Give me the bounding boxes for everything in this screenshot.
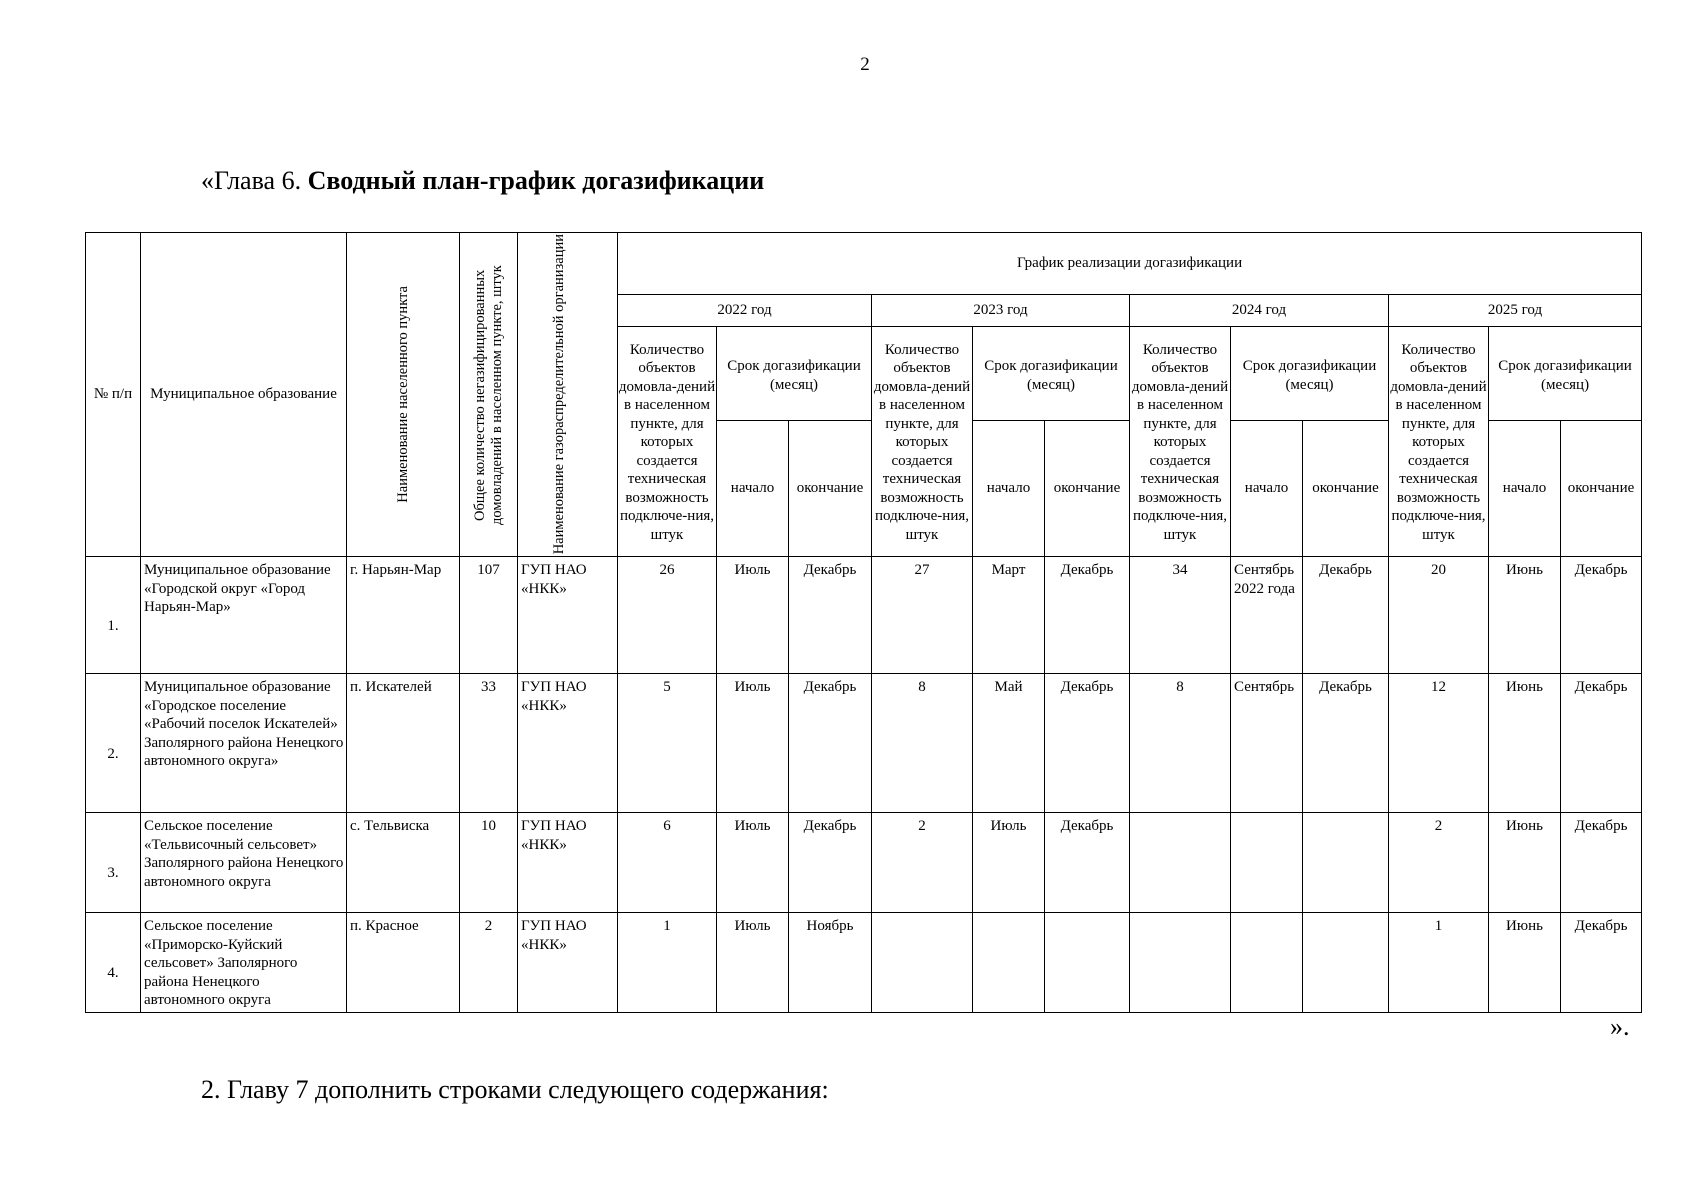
row-start-2023: Март [973,557,1045,674]
header-row-1 [86,233,1642,295]
row-end-2023: Декабрь [1045,813,1130,913]
row-count-2023: 27 [872,557,973,674]
row-count-2024: 34 [1130,557,1231,674]
row-start-2024: Сентябрь 2022 года [1231,557,1303,674]
table-row [86,913,1642,1013]
page-number: 2 [860,54,870,75]
header-start: начало [1489,421,1561,557]
row-org: ГУП НАО «НКК» [518,557,618,674]
row-count-2022: 5 [618,674,717,813]
row-start-2022: Июль [717,557,789,674]
row-num: 1. [86,557,141,674]
header-year-2023: 2023 год [872,295,1130,327]
row-org: ГУП НАО «НКК» [518,813,618,913]
header-term: Срок догазификации (месяц) [717,327,872,421]
row-count-2023: 8 [872,674,973,813]
row-total: 33 [460,674,518,813]
row-count-2023 [872,913,973,1013]
row-start-2025: Июнь [1489,674,1561,813]
row-end-2022: Декабрь [789,813,872,913]
header-year-2025: 2025 год [1389,295,1642,327]
row-start-2023: Май [973,674,1045,813]
chapter-heading [201,166,764,196]
row-start-2025: Июнь [1489,557,1561,674]
row-end-2023: Декабрь [1045,557,1130,674]
row-start-2022: Июль [717,674,789,813]
header-start: начало [1231,421,1303,557]
row-settlement: г. Нарьян-Мар [347,557,460,674]
row-end-2024: Декабрь [1303,557,1389,674]
row-count-2025: 1 [1389,913,1489,1013]
row-org: ГУП НАО «НКК» [518,913,618,1013]
header-end: окончание [1303,421,1389,557]
header-end: окончание [1561,421,1642,557]
row-count-2022: 26 [618,557,717,674]
header-year-2022: 2022 год [618,295,872,327]
header-org: Наименование газораспределительной организации [518,233,618,557]
row-municipality: Сельское поселение «Приморско-Куйский сельсовет» Заполярного района Ненецкого автономного округа [141,913,347,1013]
header-count: Количество объектов домовла-дений в населенном пункте, для которых создается техническая возможность подключе-ния, штук [1130,327,1231,557]
header-term: Срок догазификации (месяц) [973,327,1130,421]
header-municipality: Муниципальное образование [141,233,347,557]
heading-title: Сводный план-график догазификации [307,166,765,195]
row-count-2024: 8 [1130,674,1231,813]
row-count-2022: 6 [618,813,717,913]
row-end-2023: Декабрь [1045,674,1130,813]
row-start-2023: Июль [973,813,1045,913]
row-start-2024 [1231,813,1303,913]
row-municipality: Муниципальное образование «Городское поселение «Рабочий поселок Искателей» Заполярного района Ненецкого автономного округа» [141,674,347,813]
row-count-2024 [1130,813,1231,913]
header-count: Количество объектов домовла-дений в населенном пункте, для которых создается техническая возможность подключе-ния, штук [1389,327,1489,557]
row-count-2024 [1130,913,1231,1013]
header-term: Срок догазификации (месяц) [1231,327,1389,421]
row-start-2022: Июль [717,913,789,1013]
row-end-2024 [1303,813,1389,913]
row-end-2022: Ноябрь [789,913,872,1013]
row-municipality: Муниципальное образование «Городской округ «Город Нарьян-Мар» [141,557,347,674]
row-total: 10 [460,813,518,913]
row-count-2023: 2 [872,813,973,913]
row-start-2024: Сентябрь [1231,674,1303,813]
amendment-paragraph: 2. Главу 7 дополнить строками следующего содержания: [201,1075,829,1104]
row-num: 3. [86,813,141,913]
header-schedule: График реализации догазификации [618,233,1642,295]
row-end-2024 [1303,913,1389,1013]
row-settlement: с. Тельвиска [347,813,460,913]
header-end: окончание [789,421,872,557]
row-org: ГУП НАО «НКК» [518,674,618,813]
row-count-2022: 1 [618,913,717,1013]
row-num: 2. [86,674,141,813]
heading-prefix: «Глава 6. [201,166,308,195]
row-count-2025: 12 [1389,674,1489,813]
row-count-2025: 20 [1389,557,1489,674]
header-settlement: Наименование населенного пункта [347,233,460,557]
header-start: начало [717,421,789,557]
row-end-2022: Декабрь [789,674,872,813]
row-total: 107 [460,557,518,674]
table-row [86,557,1642,674]
header-term: Срок догазификации (месяц) [1489,327,1642,421]
row-end-2025: Декабрь [1561,557,1642,674]
header-count: Количество объектов домовла-дений в населенном пункте, для которых создается техническая возможность подключе-ния, штук [872,327,973,557]
closing-quote: ». [1610,1012,1630,1041]
header-start: начало [973,421,1045,557]
header-num: № п/п [86,233,141,557]
table-row [86,674,1642,813]
row-start-2022: Июль [717,813,789,913]
row-municipality: Сельское поселение «Тельвисочный сельсовет» Заполярного района Ненецкого автономного округа [141,813,347,913]
row-end-2025: Декабрь [1561,813,1642,913]
row-start-2023 [973,913,1045,1013]
row-total: 2 [460,913,518,1013]
row-end-2025: Декабрь [1561,913,1642,1013]
row-start-2025: Июнь [1489,913,1561,1013]
table-row [86,813,1642,913]
row-end-2025: Декабрь [1561,674,1642,813]
row-start-2024 [1231,913,1303,1013]
header-count: Количество объектов домовла-дений в населенном пункте, для которых создается техническая возможность подключе-ния, штук [618,327,717,557]
header-total: Общее количество негазифицированных домовладений в населенном пункте, штук [460,233,518,557]
row-end-2023 [1045,913,1130,1013]
header-year-2024: 2024 год [1130,295,1389,327]
row-settlement: п. Искателей [347,674,460,813]
gasification-schedule-table [85,232,1642,1013]
row-settlement: п. Красное [347,913,460,1013]
header-end: окончание [1045,421,1130,557]
row-end-2024: Декабрь [1303,674,1389,813]
row-start-2025: Июнь [1489,813,1561,913]
row-num: 4. [86,913,141,1013]
row-count-2025: 2 [1389,813,1489,913]
row-end-2022: Декабрь [789,557,872,674]
